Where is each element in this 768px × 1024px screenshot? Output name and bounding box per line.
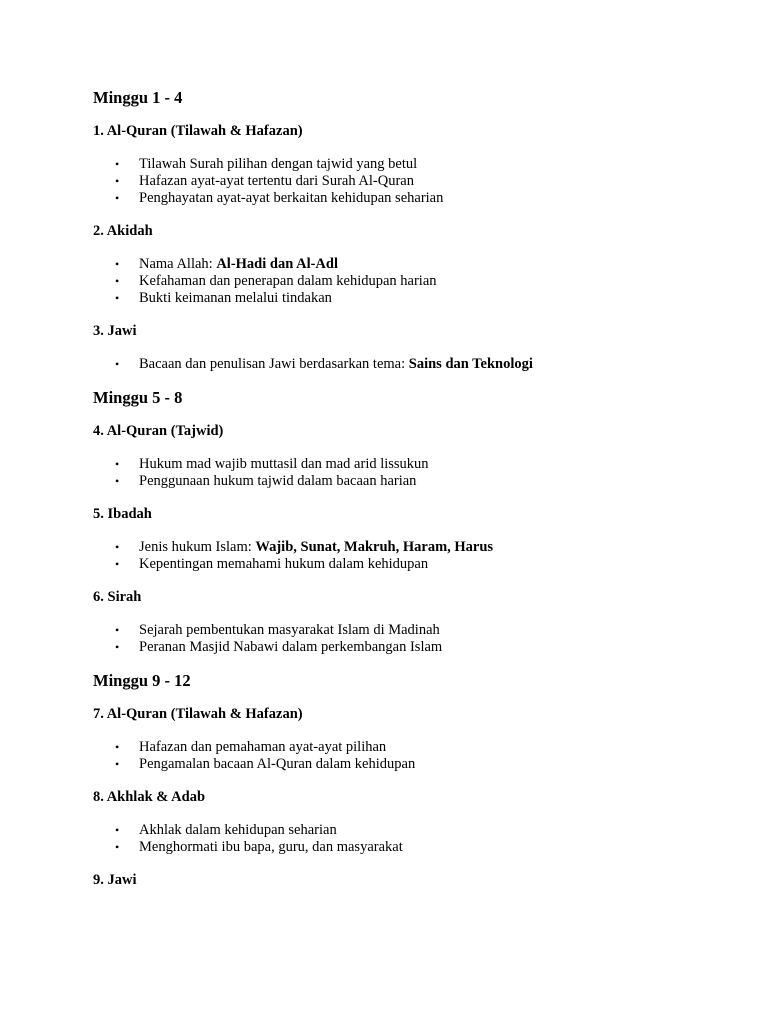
bullet-icon: •: [115, 757, 120, 771]
section-title: 9. Jawi: [93, 872, 137, 888]
bullet-list: [93, 539, 713, 573]
section: [93, 422, 713, 490]
list-item-text: Penghayatan ayat-ayat berkaitan kehidupan seharian: [139, 190, 444, 206]
bullet-icon: •: [115, 474, 120, 488]
list-item-text: Hafazan dan pemahaman ayat-ayat pilihan: [139, 739, 387, 755]
bullet-icon: •: [115, 840, 120, 854]
bullet-icon: •: [115, 174, 120, 188]
list-item-emphasis: Sains dan Teknologi: [408, 356, 533, 372]
list-item: [93, 556, 713, 573]
list-item-text: Peranan Masjid Nabawi dalam perkembangan Islam: [139, 639, 443, 655]
document-page: [93, 88, 713, 905]
bullet-list: [93, 822, 713, 856]
bullet-icon: •: [115, 357, 120, 371]
list-item: [93, 356, 713, 373]
section: [93, 705, 713, 773]
bullet-icon: •: [115, 823, 120, 837]
list-item-emphasis: Al-Hadi dan Al-Adl: [216, 256, 338, 272]
bullet-icon: •: [115, 191, 120, 205]
bullet-icon: •: [115, 274, 120, 288]
list-item: [93, 622, 713, 639]
list-item: [93, 473, 713, 490]
list-item-text: Hukum mad wajib muttasil dan mad arid lissukun: [139, 456, 429, 472]
section-title: 1. Al-Quran (Tilawah & Hafazan): [93, 123, 303, 139]
list-item: [93, 539, 713, 556]
list-item-emphasis: Wajib, Sunat, Makruh, Haram, Harus: [255, 539, 494, 555]
list-item-text: Kefahaman dan penerapan dalam kehidupan harian: [139, 273, 437, 289]
list-item-text: Akhlak dalam kehidupan seharian: [139, 822, 337, 838]
list-item-text: Nama Allah:: [139, 256, 217, 272]
list-item-text: Kepentingan memahami hukum dalam kehidupan: [139, 556, 429, 572]
week-heading: Minggu 9 - 12: [93, 671, 191, 690]
section-title: 4. Al-Quran (Tajwid): [93, 423, 224, 439]
bullet-icon: •: [115, 640, 120, 654]
list-item-text: Tilawah Surah pilihan dengan tajwid yang betul: [139, 156, 418, 172]
list-item-text: Menghormati ibu bapa, guru, dan masyarakat: [139, 839, 403, 855]
list-item-text: Hafazan ayat-ayat tertentu dari Surah Al-Quran: [139, 173, 414, 189]
section-title: 3. Jawi: [93, 323, 137, 339]
section: [93, 588, 713, 656]
list-item: [93, 173, 713, 190]
section: [93, 505, 713, 573]
section-title: 8. Akhlak & Adab: [93, 789, 206, 805]
list-item: [93, 756, 713, 773]
section: [93, 222, 713, 307]
bullet-list: [93, 156, 713, 207]
bullet-icon: •: [115, 291, 120, 305]
section: [93, 871, 713, 889]
bullet-icon: •: [115, 623, 120, 637]
bullet-list: [93, 356, 713, 373]
list-item: [93, 822, 713, 839]
list-item: [93, 456, 713, 473]
list-item-text: Sejarah pembentukan masyarakat Islam di Madinah: [139, 622, 440, 638]
bullet-icon: •: [115, 157, 120, 171]
week-heading: Minggu 5 - 8: [93, 388, 183, 407]
list-item: [93, 256, 713, 273]
bullet-list: [93, 622, 713, 656]
bullet-list: [93, 739, 713, 773]
section: [93, 122, 713, 207]
bullet-icon: •: [115, 457, 120, 471]
list-item-text: Pengamalan bacaan Al-Quran dalam kehidupan: [139, 756, 416, 772]
week-heading: Minggu 1 - 4: [93, 88, 183, 107]
list-item: [93, 639, 713, 656]
list-item: [93, 839, 713, 856]
bullet-icon: •: [115, 557, 120, 571]
list-item: [93, 739, 713, 756]
section: [93, 322, 713, 373]
section-title: 6. Sirah: [93, 589, 142, 605]
bullet-list: [93, 256, 713, 307]
list-item: [93, 190, 713, 207]
bullet-icon: •: [115, 740, 120, 754]
list-item: [93, 273, 713, 290]
list-item-text: Jenis hukum Islam:: [139, 539, 256, 555]
section-title: 7. Al-Quran (Tilawah & Hafazan): [93, 706, 303, 722]
list-item: [93, 290, 713, 307]
section-title: 5. Ibadah: [93, 506, 152, 522]
bullet-icon: •: [115, 257, 120, 271]
list-item-text: Penggunaan hukum tajwid dalam bacaan harian: [139, 473, 417, 489]
bullet-icon: •: [115, 540, 120, 554]
list-item-text: Bacaan dan penulisan Jawi berdasarkan tema:: [139, 356, 409, 372]
section: [93, 788, 713, 856]
section-title: 2. Akidah: [93, 223, 153, 239]
list-item: [93, 156, 713, 173]
bullet-list: [93, 456, 713, 490]
list-item-text: Bukti keimanan melalui tindakan: [139, 290, 332, 306]
